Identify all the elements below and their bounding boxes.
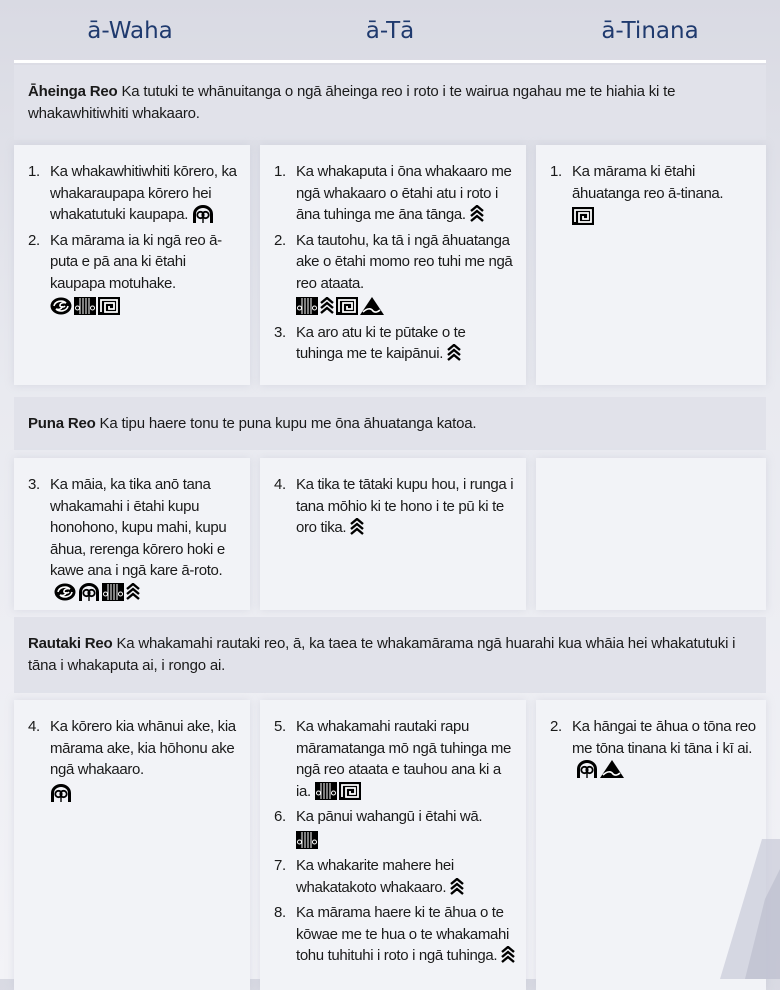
icon-row bbox=[296, 296, 516, 322]
cell bbox=[260, 145, 526, 385]
list-item bbox=[550, 161, 756, 232]
icon-row bbox=[50, 296, 240, 322]
list-item bbox=[28, 161, 240, 230]
item-number: 4. bbox=[28, 718, 40, 735]
item-number: 1. bbox=[274, 163, 286, 180]
spiral-square-icon bbox=[572, 207, 594, 232]
mountain-decoration bbox=[720, 839, 780, 979]
face-arch-icon bbox=[192, 205, 214, 230]
spiral-square-icon bbox=[339, 782, 361, 807]
item-number: 4. bbox=[274, 476, 286, 493]
item-number: 1. bbox=[28, 163, 40, 180]
section-description: Ka tutuki te whānuitanga o ngā āheinga reo i roto i te wairua ngahau me te hiahia ki te whakawhitiwhiti whakaaro. bbox=[28, 82, 676, 122]
list-item bbox=[274, 806, 516, 855]
section-description: Ka tipu haere tonu te puna kupu me ōna āhuatanga katoa. bbox=[99, 414, 477, 432]
cell bbox=[14, 145, 250, 385]
tree-pattern-icon bbox=[296, 831, 318, 856]
list-item bbox=[28, 474, 240, 607]
chevrons-icon bbox=[350, 518, 364, 543]
item-text: Ka tautohu, ka tā i ngā āhuatanga ake o ētahi momo reo tuhi me ngā reo ataata. bbox=[296, 231, 513, 292]
icon-row bbox=[572, 206, 756, 232]
criteria-list bbox=[550, 716, 756, 785]
spiral-square-icon bbox=[336, 297, 358, 322]
tree-pattern-icon bbox=[315, 782, 337, 807]
item-text: Ka pānui wahangū i ētahi wā. bbox=[296, 808, 483, 825]
criteria-list bbox=[28, 474, 240, 607]
item-text: Ka hāngai te āhua o tōna reo me tōna tinana ki tāna i kī ai. bbox=[572, 718, 756, 757]
column-header-waha: ā-Waha bbox=[87, 18, 173, 44]
icon-row bbox=[296, 830, 516, 856]
item-number: 3. bbox=[28, 476, 40, 493]
item-number: 1. bbox=[550, 163, 562, 180]
column-headers bbox=[0, 0, 780, 60]
section-title: Āheinga Reo bbox=[28, 82, 118, 100]
section-description: Ka whakamahi rautaki reo, ā, ka taea te whakamārama ngā huarahi kua whāia hei whakatutuki i tāna i whakaputa ai, i rongo ai. bbox=[28, 635, 736, 674]
item-number: 2. bbox=[28, 231, 40, 249]
cell bbox=[14, 458, 250, 610]
list-item bbox=[274, 161, 516, 230]
header-divider bbox=[14, 60, 766, 63]
list-item bbox=[274, 902, 516, 971]
koru-swirl-icon bbox=[50, 297, 72, 322]
list-item bbox=[28, 230, 240, 322]
criteria-list bbox=[274, 474, 516, 543]
tree-pattern-icon bbox=[296, 297, 318, 322]
face-arch-icon bbox=[576, 760, 598, 785]
item-number: 2. bbox=[550, 718, 562, 735]
cell bbox=[536, 458, 766, 610]
item-number: 5. bbox=[274, 718, 286, 735]
item-text: Ka whakaputa i ōna whakaaro me ngā whakaaro o ētahi atu i roto i āna tuhinga me āna tānga. bbox=[296, 163, 512, 223]
cell bbox=[260, 458, 526, 610]
item-number: 8. bbox=[274, 904, 286, 921]
list-item bbox=[274, 474, 516, 543]
tree-pattern-icon bbox=[74, 297, 96, 322]
criteria-list bbox=[274, 716, 516, 971]
column-header-tinana: ā-Tinana bbox=[601, 18, 699, 44]
list-item bbox=[274, 855, 516, 902]
item-text: Ka mārama haere ki te āhua o te kōwae me te hua o te whakamahi tohu tuhituhi i roto i ngā tuhinga. bbox=[296, 904, 509, 964]
column-header-ta: ā-Tā bbox=[365, 18, 415, 44]
list-item bbox=[28, 716, 240, 808]
list-item bbox=[550, 716, 756, 785]
item-text: Ka whakawhitiwhiti kōrero, ka whakaraupapa kōrero hei whakatutuki kaupapa. bbox=[50, 163, 237, 223]
cell bbox=[260, 700, 526, 990]
criteria-list bbox=[28, 161, 240, 322]
item-text: Ka whakamahi rautaki rapu māramatanga mō ngā tuhinga me ngā reo ataata e tauhou ana ki a ia. bbox=[296, 718, 511, 800]
list-item bbox=[274, 230, 516, 322]
chevrons-icon bbox=[470, 205, 484, 230]
koru-swirl-icon bbox=[54, 583, 76, 608]
item-text: Ka aro atu ki te pūtake o te tuhinga me te kaipānui. bbox=[296, 323, 466, 362]
list-item bbox=[274, 322, 516, 369]
mountain-wave-icon bbox=[360, 297, 384, 322]
item-number: 3. bbox=[274, 323, 286, 341]
section-title: Puna Reo bbox=[28, 414, 96, 432]
section-band-aheinga-reo bbox=[14, 65, 766, 140]
item-text: Ka māia, ka tika anō tana whakamahi i ētahi kupu honohono, kupu mahi, kupu āhua, rerenga kōrero hoki e kawe ana i ngā kare ā-roto. bbox=[50, 476, 227, 579]
item-text: Ka mārama ia ki ngā reo ā-puta e pā ana ki ētahi kaupapa motuhake. bbox=[50, 231, 222, 292]
chevrons-icon bbox=[501, 946, 515, 971]
mountain-wave-icon bbox=[600, 760, 624, 785]
item-text: Ka tika te tātaki kupu hou, i runga i tana mōhio ki te hono i te pū ki te oro tika. bbox=[296, 476, 514, 536]
section-title: Rautaki Reo bbox=[28, 635, 113, 652]
cell bbox=[536, 145, 766, 385]
item-number: 2. bbox=[274, 231, 286, 249]
chevrons-icon bbox=[126, 583, 140, 608]
item-number: 7. bbox=[274, 857, 286, 874]
spiral-square-icon bbox=[98, 297, 120, 322]
chevrons-icon bbox=[450, 878, 464, 903]
criteria-list bbox=[274, 161, 516, 369]
cell bbox=[14, 700, 250, 990]
item-number: 6. bbox=[274, 808, 286, 825]
face-arch-icon bbox=[78, 583, 100, 608]
tree-pattern-icon bbox=[102, 583, 124, 608]
criteria-list bbox=[550, 161, 756, 232]
chevrons-icon bbox=[320, 297, 334, 322]
item-text: Ka kōrero kia whānui ake, kia mārama ake, kia hōhonu ake ngā whakaaro. bbox=[50, 718, 236, 778]
section-band-rautaki-reo bbox=[14, 617, 766, 693]
face-arch-icon bbox=[50, 784, 72, 809]
item-text: Ka whakarite mahere hei whakatakoto whakaaro. bbox=[296, 857, 454, 896]
section-band-puna-reo bbox=[14, 397, 766, 450]
icon-row bbox=[50, 783, 240, 809]
item-text: Ka mārama ki ētahi āhuatanga reo ā-tinana. bbox=[572, 163, 724, 202]
list-item bbox=[274, 716, 516, 806]
criteria-list bbox=[28, 716, 240, 808]
chevrons-icon bbox=[447, 344, 461, 369]
